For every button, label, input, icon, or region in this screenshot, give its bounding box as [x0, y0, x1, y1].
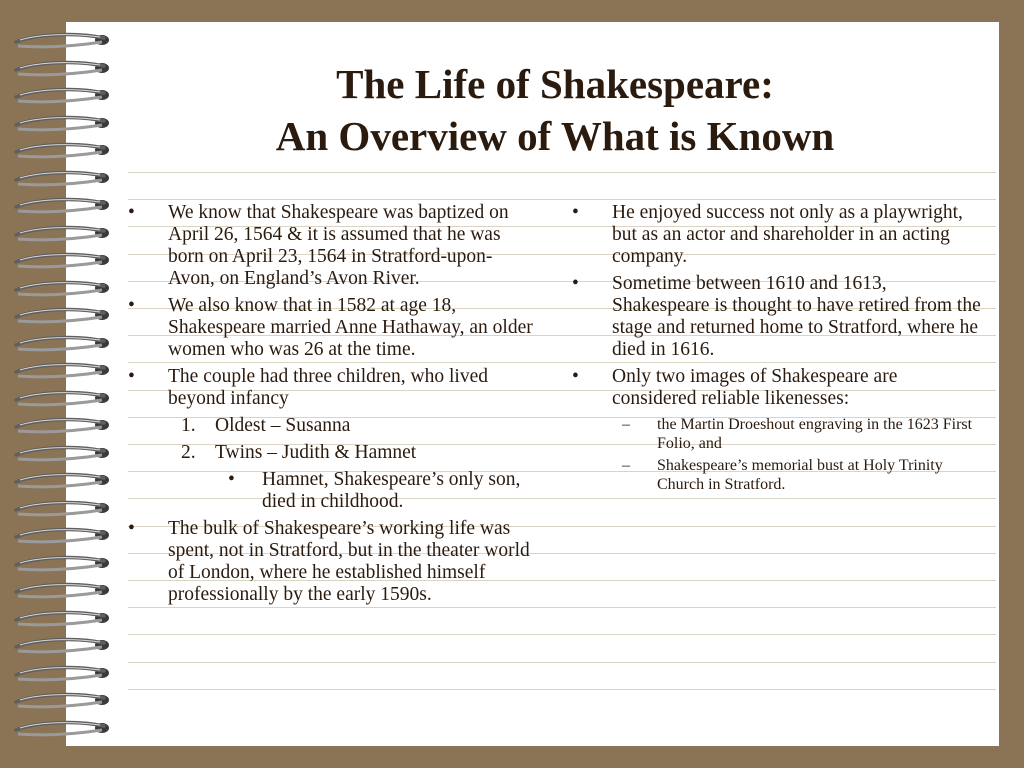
spiral-ring-icon: [6, 470, 110, 490]
spiral-ring-icon: [6, 690, 110, 710]
numbered-item: [128, 415, 538, 437]
spiral-ring-icon: [6, 498, 110, 518]
bullet-icon: •: [128, 202, 135, 223]
spiral-ring-icon: [6, 223, 110, 243]
list-item-text: Sometime between 1610 and 1613, Shakespeare is thought to have retired from the stage and returned home to Stratford, where he died in 1616.: [612, 273, 981, 360]
spiral-ring-icon: [6, 58, 110, 78]
slide-title: [130, 58, 980, 162]
spiral-ring-icon: [6, 305, 110, 325]
ruled-line: [128, 634, 996, 635]
bullet-icon: •: [128, 518, 135, 539]
bullet-icon: •: [572, 273, 579, 294]
dash-list-item: [572, 415, 982, 453]
list-item: [128, 366, 538, 410]
list-item-text: The bulk of Shakespeare’s working life was spent, not in Stratford, but in the theater world of London, where he established himself professionally by the early 1590s.: [168, 518, 530, 605]
sub-list-item-text: Hamnet, Shakespeare’s only son, died in childhood.: [262, 469, 521, 512]
spiral-ring-icon: [6, 113, 110, 133]
spiral-ring-icon: [6, 195, 110, 215]
list-item-text: We know that Shakespeare was baptized on April 26, 1564 & it is assumed that he was born on April 23, 1564 in Stratford-upon-Avon, on England’s Avon River.: [168, 202, 509, 289]
list-item: [128, 518, 538, 606]
spiral-ring-icon: [6, 443, 110, 463]
sub-list-item: [128, 469, 538, 513]
spiral-ring-icon: [6, 278, 110, 298]
left-column: [128, 202, 538, 611]
ruled-line: [128, 199, 996, 200]
spiral-ring-icon: [6, 30, 110, 50]
ruled-line: [128, 689, 996, 690]
spiral-ring-icon: [6, 663, 110, 683]
title-line-2: An Overview of What is Known: [275, 113, 835, 159]
dash-list-item-text: the Martin Droeshout engraving in the 1623 First Folio, and: [657, 416, 973, 452]
spiral-ring-icon: [6, 635, 110, 655]
dash-icon: –: [622, 416, 630, 433]
right-column: [572, 202, 982, 497]
list-item-text: Only two images of Shakespeare are considered reliable likenesses:: [612, 366, 898, 409]
spiral-ring-icon: [6, 525, 110, 545]
spiral-ring-icon: [6, 250, 110, 270]
numbered-item: [128, 442, 538, 464]
bullet-icon: •: [128, 366, 135, 387]
spiral-ring-icon: [6, 360, 110, 380]
list-item: [128, 202, 538, 290]
spiral-ring-icon: [6, 580, 110, 600]
dash-list-item-text: Shakespeare’s memorial bust at Holy Trinity Church in Stratford.: [657, 457, 943, 493]
list-item: [572, 366, 982, 410]
item-number: 2.: [181, 442, 196, 463]
list-item: [572, 202, 982, 268]
ruled-line: [128, 172, 996, 173]
bullet-icon: •: [228, 469, 235, 490]
spiral-ring-icon: [6, 608, 110, 628]
bullet-icon: •: [572, 202, 579, 223]
spiral-ring-icon: [6, 553, 110, 573]
spiral-ring-icon: [6, 85, 110, 105]
spiral-ring-icon: [6, 168, 110, 188]
list-item-text: He enjoyed success not only as a playwright, but as an actor and shareholder in an acting company.: [612, 202, 963, 267]
bullet-icon: •: [572, 366, 579, 387]
numbered-item-text: Oldest – Susanna: [215, 415, 351, 436]
bullet-icon: •: [128, 295, 135, 316]
item-number: 1.: [181, 415, 196, 436]
dash-list-item: [572, 456, 982, 494]
spiral-ring-icon: [6, 140, 110, 160]
spiral-ring-icon: [6, 333, 110, 353]
spiral-ring-icon: [6, 718, 110, 738]
list-item: [572, 273, 982, 361]
spiral-ring-icon: [6, 388, 110, 408]
list-item: [128, 295, 538, 361]
ruled-line: [128, 662, 996, 663]
spiral-ring-icon: [6, 415, 110, 435]
list-item-text: We also know that in 1582 at age 18, Shakespeare married Anne Hathaway, an older women who was 26 at the time.: [168, 295, 533, 360]
list-item-text: The couple had three children, who lived beyond infancy: [168, 366, 489, 409]
title-line-1: The Life of Shakespeare:: [336, 61, 774, 107]
numbered-item-text: Twins – Judith & Hamnet: [215, 442, 417, 463]
dash-icon: –: [622, 457, 630, 474]
